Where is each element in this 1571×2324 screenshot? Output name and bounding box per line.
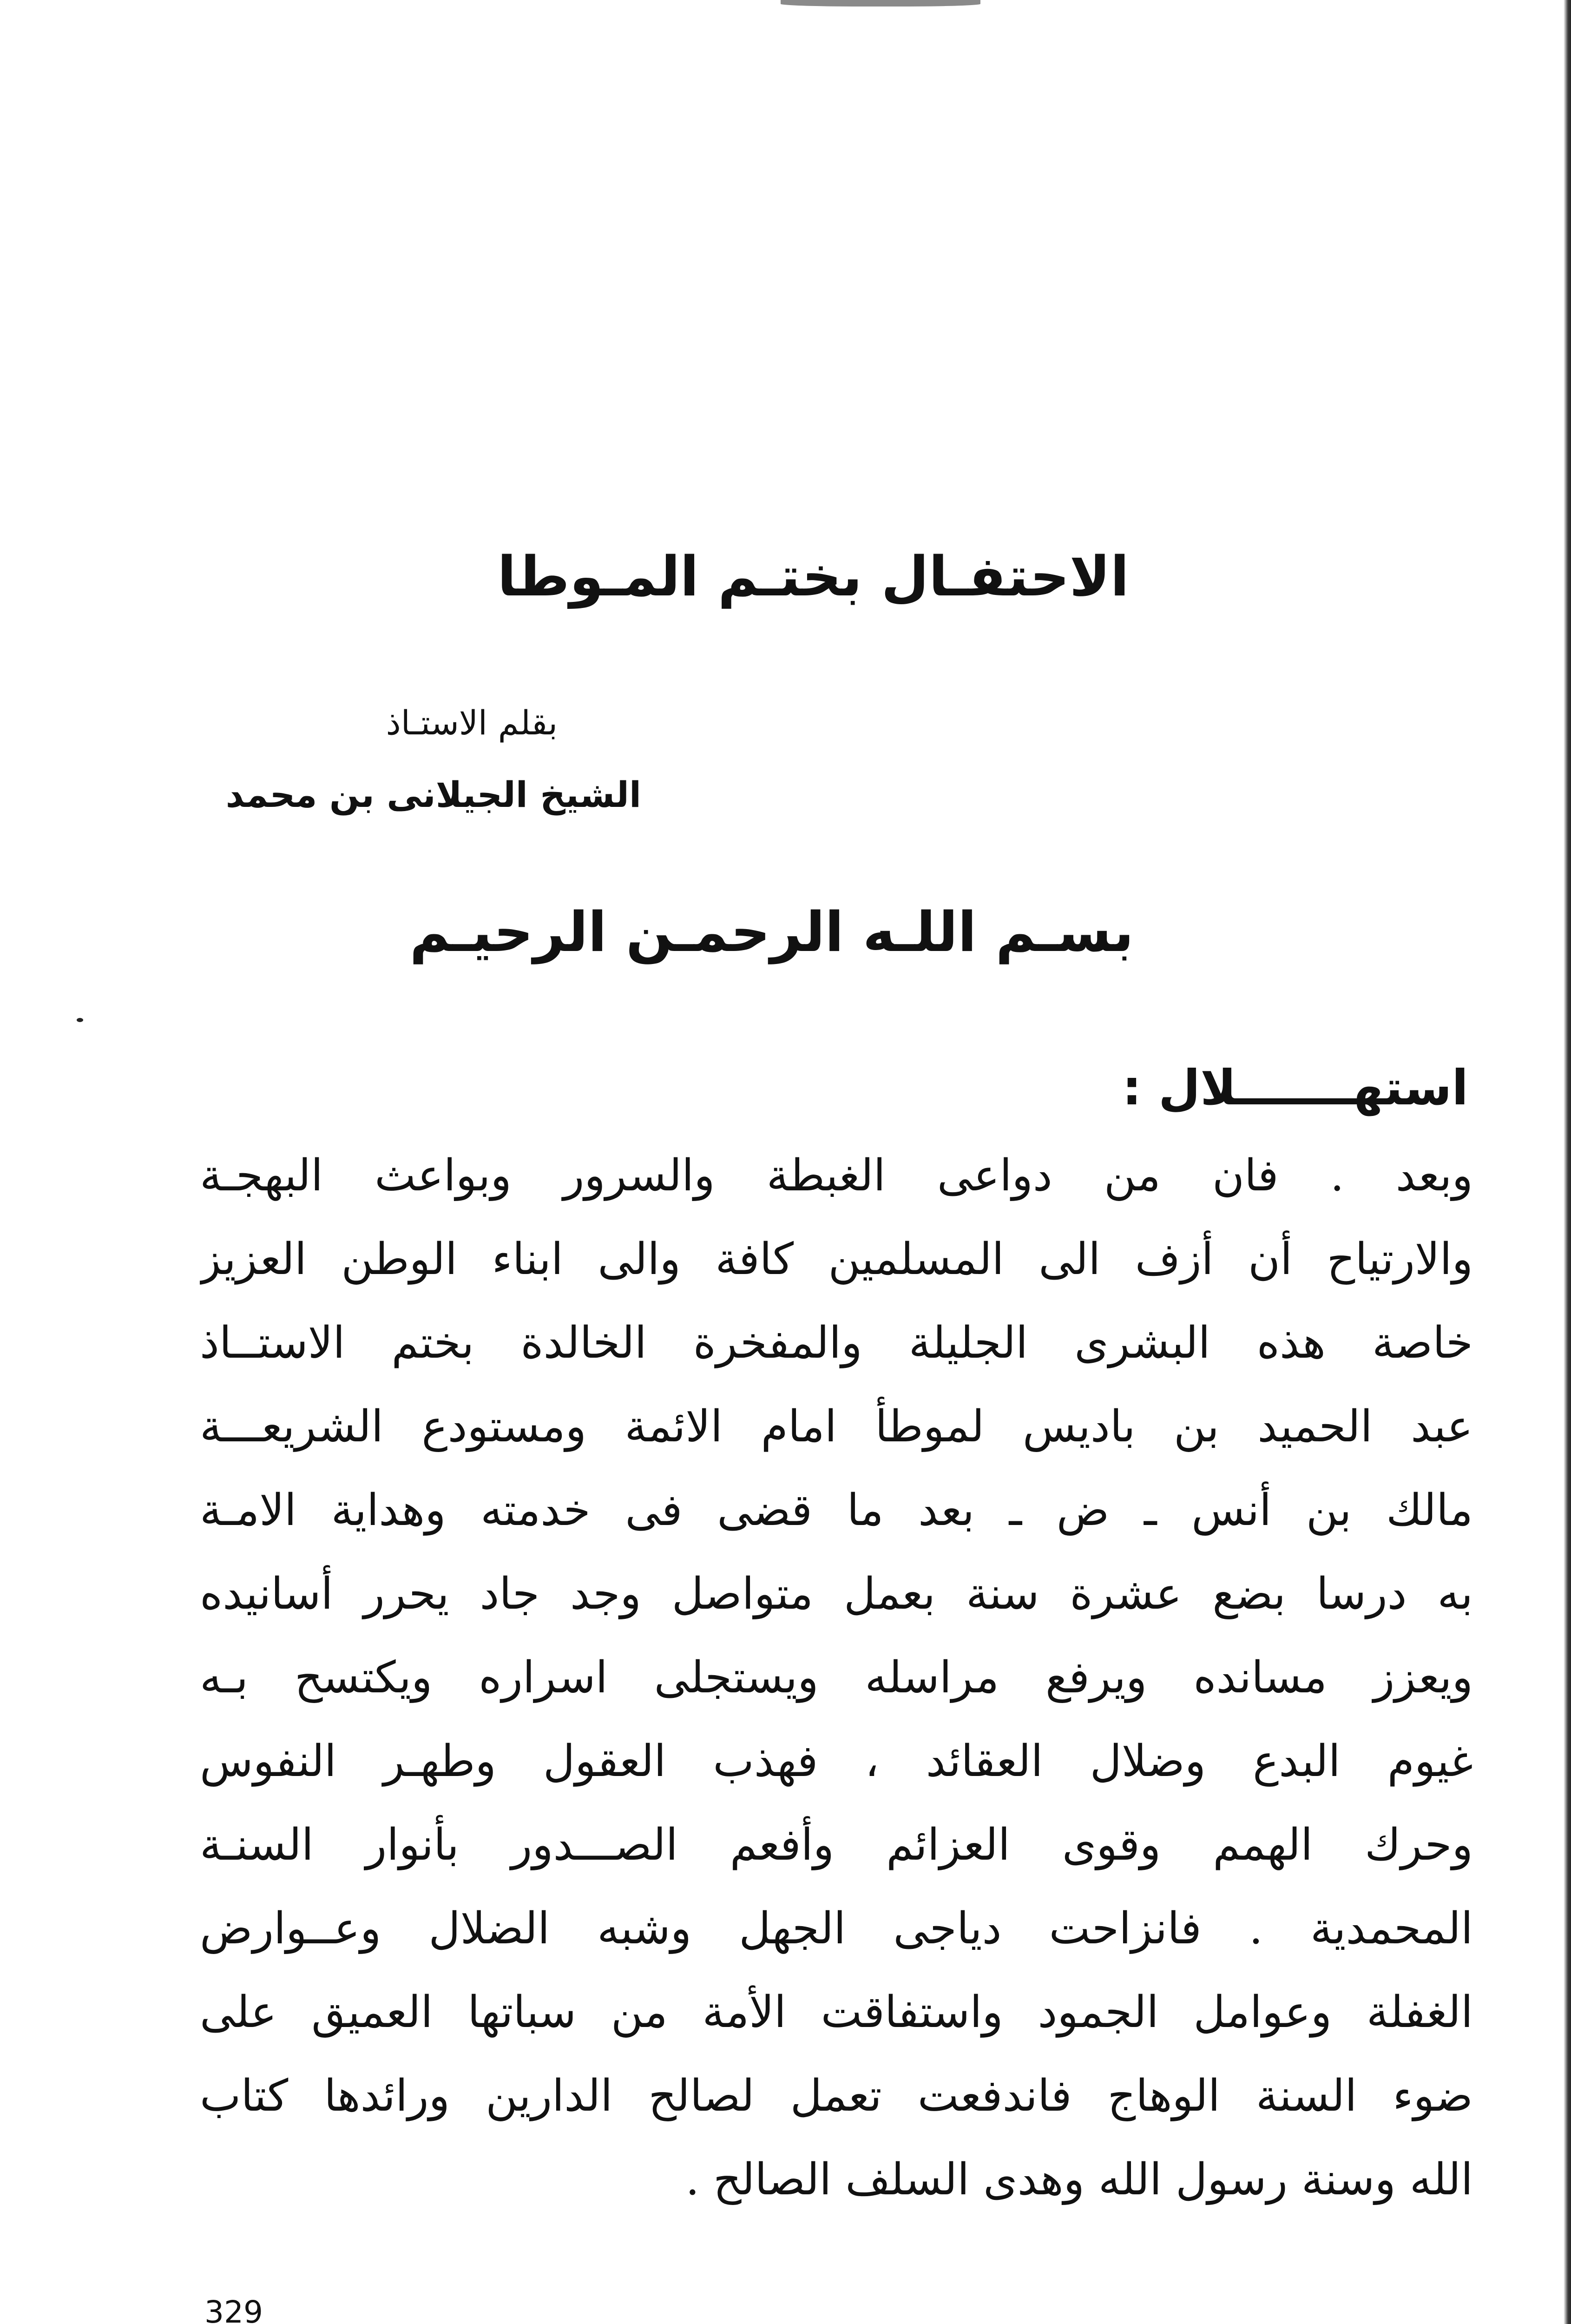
body-line: الغفلة وعوامل الجمود واستفاقت الأمة من سباتها العميق على	[200, 1987, 1473, 2038]
body-line: الله وسنة رسول الله وهدى السلف الصالح .	[685, 2154, 1473, 2205]
body-line: به درسا بضع عشرة سنة بعمل متواصل وجد جاد يحرر أسانيده	[200, 1569, 1473, 1619]
body-line: عبد الحميد بن باديس لموطأ امام الائمة ومستودع الشريعـــة	[200, 1401, 1473, 1452]
body-line: خاصة هذه البشرى الجليلة والمفخرة الخالدة بختم الاستــاذ	[200, 1318, 1473, 1368]
page-number: 329	[204, 2294, 263, 2324]
body-line: والارتياح أن أزف الى المسلمين كافة والى ابناء الوطن العزيز	[200, 1234, 1473, 1285]
body-line: وبعد . فان من دواعى الغبطة والسرور وبواعث البهجـة	[200, 1150, 1473, 1201]
section-heading: استهـــــــلال :	[1122, 1059, 1468, 1116]
stray-ink-dot	[77, 1018, 83, 1022]
body-line: ويعزز مسانده ويرفع مراسله ويستجلى اسراره ويكتسح بـه	[200, 1652, 1473, 1703]
body-paragraph	[200, 1134, 1473, 2222]
byline-prefix: بقلم الاستـاذ	[386, 703, 558, 742]
page-edge-shadow	[1564, 0, 1571, 2324]
scan-smudge	[781, 0, 980, 7]
article-title: الاحتفـال بختـم المـوطا	[497, 544, 1129, 608]
basmala-heading: بسـم اللـه الرحمـن الرحيـم	[409, 900, 1134, 964]
body-line: وحرك الهمم وقوى العزائم وأفعم الصـــدور بأنوار السنـة	[200, 1820, 1473, 1870]
body-line: مالك بن أنس ـ ض ـ بعد ما قضى فى خدمته وهداية الامـة	[200, 1485, 1473, 1536]
body-line: ضوء السنة الوهاج فاندفعت تعمل لصالح الدارين ورائدها كتاب	[200, 2071, 1473, 2121]
body-line: المحمدية . فانزاحت دياجى الجهل وشبه الضلال وعــوارض	[200, 1903, 1473, 1954]
byline-author: الشيخ الجيلانى بن محمد	[225, 774, 641, 815]
body-line: غيوم البدع وضلال العقائد ، فهذب العقول وطهـر النفوس	[200, 1736, 1473, 1787]
